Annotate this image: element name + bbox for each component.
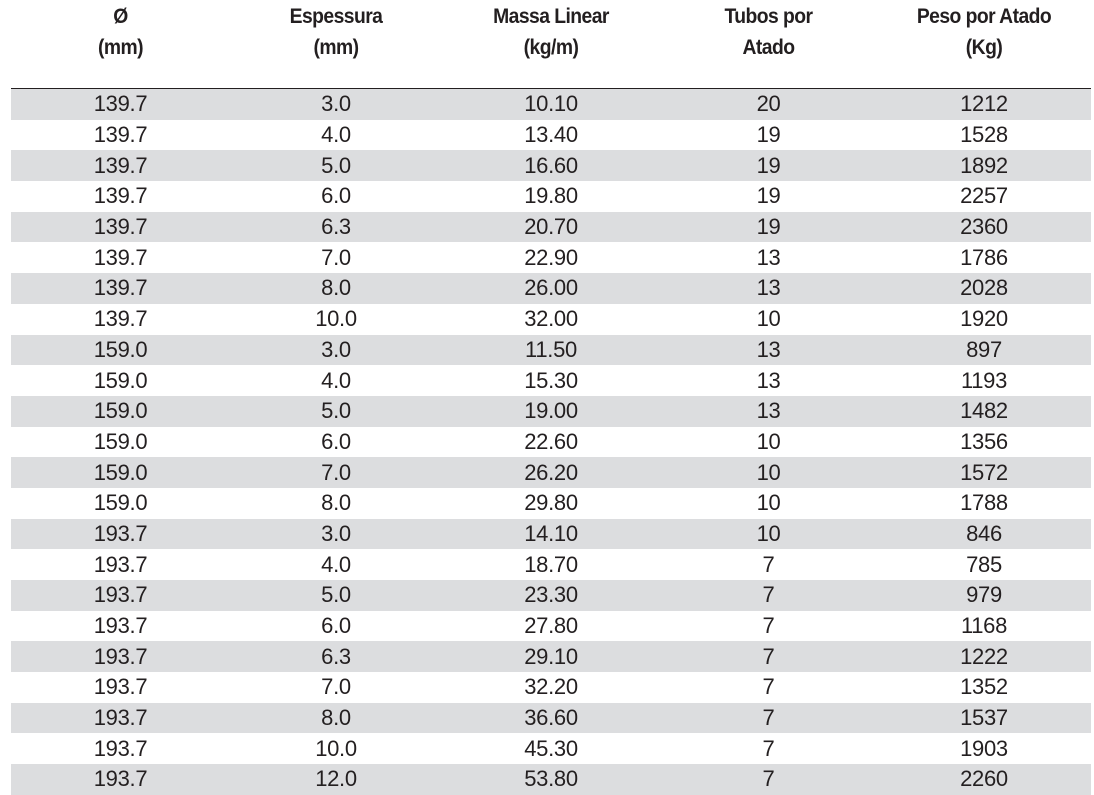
cell-tubes-per-bundle: 13: [756, 336, 781, 362]
cell-linear-mass: 29.10: [524, 643, 578, 669]
cell-thickness: 7.0: [321, 244, 351, 270]
cell-diameter: 139.7: [93, 91, 148, 117]
cell-weight-per-bundle: 1537: [960, 705, 1008, 731]
table-row: [11, 150, 1091, 181]
cell-linear-mass: 23.30: [524, 582, 578, 608]
cell-tubes-per-bundle: 10: [756, 306, 781, 332]
cell-linear-mass: 15.30: [524, 367, 578, 393]
table-header: [11, 0, 1091, 89]
table-row: [11, 427, 1091, 458]
cell-linear-mass: 32.20: [524, 674, 578, 700]
cell-weight-per-bundle: 1528: [960, 122, 1008, 148]
table-row: [11, 335, 1091, 366]
table-row: [11, 519, 1091, 550]
table-row: [11, 212, 1091, 243]
cell-thickness: 3.0: [321, 336, 351, 362]
table-row: [11, 580, 1091, 611]
cell-weight-per-bundle: 1572: [960, 459, 1008, 485]
table-row: [11, 733, 1091, 764]
cell-weight-per-bundle: 785: [966, 551, 1002, 577]
cell-weight-per-bundle: 2028: [960, 275, 1008, 301]
cell-thickness: 4.0: [321, 551, 351, 577]
table-row: [11, 242, 1091, 273]
cell-diameter: 159.0: [93, 428, 148, 454]
cell-tubes-per-bundle: 13: [756, 398, 781, 424]
cell-linear-mass: 11.50: [525, 336, 577, 362]
cell-linear-mass: 20.70: [524, 214, 578, 240]
cell-weight-per-bundle: 1903: [960, 735, 1008, 761]
cell-thickness: 6.3: [321, 643, 351, 669]
cell-linear-mass: 26.20: [524, 459, 578, 485]
cell-linear-mass: 29.80: [524, 490, 578, 516]
cell-thickness: 4.0: [321, 122, 351, 148]
cell-weight-per-bundle: 1786: [960, 244, 1008, 270]
cell-diameter: 193.7: [93, 766, 148, 792]
cell-thickness: 10.0: [315, 306, 357, 332]
cell-tubes-per-bundle: 13: [756, 367, 781, 393]
cell-weight-per-bundle: 1892: [960, 152, 1008, 178]
cell-diameter: 139.7: [93, 306, 148, 332]
cell-tubes-per-bundle: 7: [762, 582, 775, 608]
cell-weight-per-bundle: 2260: [960, 766, 1008, 792]
cell-tubes-per-bundle: 7: [762, 643, 775, 669]
cell-linear-mass: 32.00: [524, 306, 578, 332]
cell-thickness: 7.0: [321, 674, 351, 700]
table-row: [11, 703, 1091, 734]
cell-tubes-per-bundle: 7: [762, 735, 775, 761]
cell-linear-mass: 45.30: [524, 735, 578, 761]
cell-linear-mass: 10.10: [524, 91, 578, 117]
cell-linear-mass: 22.90: [524, 244, 578, 270]
table-row: [11, 672, 1091, 703]
cell-tubes-per-bundle: 20: [756, 91, 781, 117]
table-row: [11, 641, 1091, 672]
cell-diameter: 139.7: [93, 275, 148, 301]
cell-thickness: 5.0: [321, 152, 351, 178]
cell-diameter: 193.7: [93, 735, 148, 761]
header-linear-mass: Massa Linear (kg/m): [493, 5, 609, 59]
table-row: [11, 396, 1091, 427]
cell-linear-mass: 27.80: [524, 613, 578, 639]
cell-linear-mass: 53.80: [524, 766, 578, 792]
cell-thickness: 4.0: [321, 367, 351, 393]
cell-weight-per-bundle: 897: [966, 336, 1002, 362]
cell-weight-per-bundle: 1920: [960, 306, 1008, 332]
table-body: [11, 89, 1091, 795]
cell-weight-per-bundle: 1352: [960, 674, 1008, 700]
cell-thickness: 6.3: [321, 214, 351, 240]
cell-thickness: 6.0: [321, 183, 351, 209]
cell-tubes-per-bundle: 19: [756, 122, 781, 148]
cell-thickness: 8.0: [321, 705, 351, 731]
table-row: [11, 89, 1091, 120]
header-thickness: Espessura (mm): [289, 5, 383, 59]
cell-weight-per-bundle: 1788: [960, 490, 1008, 516]
cell-diameter: 139.7: [93, 152, 148, 178]
header-weight-per-bundle: Peso por Atado (Kg): [916, 5, 1052, 59]
table-row: [11, 365, 1091, 396]
cell-thickness: 6.0: [321, 613, 351, 639]
cell-tubes-per-bundle: 10: [756, 490, 781, 516]
table-row: [11, 764, 1091, 795]
cell-diameter: 193.7: [93, 520, 148, 546]
cell-thickness: 6.0: [321, 428, 351, 454]
table-row: [11, 273, 1091, 304]
cell-tubes-per-bundle: 7: [762, 705, 775, 731]
cell-thickness: 5.0: [321, 582, 351, 608]
cell-weight-per-bundle: 1193: [960, 367, 1008, 393]
cell-linear-mass: 16.60: [524, 152, 578, 178]
cell-diameter: 193.7: [93, 613, 148, 639]
cell-thickness: 7.0: [321, 459, 351, 485]
cell-linear-mass: 19.00: [524, 398, 578, 424]
cell-thickness: 8.0: [321, 275, 351, 301]
cell-tubes-per-bundle: 10: [756, 459, 781, 485]
cell-diameter: 159.0: [93, 398, 148, 424]
cell-thickness: 5.0: [321, 398, 351, 424]
header-diameter: Ø (mm): [97, 5, 144, 59]
cell-thickness: 8.0: [321, 490, 351, 516]
cell-weight-per-bundle: 1482: [960, 398, 1008, 424]
table-row: [11, 181, 1091, 212]
cell-weight-per-bundle: 2360: [960, 214, 1008, 240]
table-row: [11, 304, 1091, 335]
cell-weight-per-bundle: 846: [966, 520, 1002, 546]
cell-weight-per-bundle: 2257: [960, 183, 1008, 209]
cell-linear-mass: 13.40: [524, 122, 578, 148]
table-row: [11, 120, 1091, 151]
table-row: [11, 611, 1091, 642]
cell-diameter: 193.7: [93, 674, 148, 700]
cell-tubes-per-bundle: 7: [762, 674, 775, 700]
cell-diameter: 139.7: [93, 214, 148, 240]
table-row: [11, 488, 1091, 519]
cell-tubes-per-bundle: 7: [762, 766, 775, 792]
table-row: [11, 549, 1091, 580]
cell-diameter: 139.7: [93, 122, 148, 148]
header-tubes-per-bundle: Tubos por Atado: [724, 5, 813, 59]
cell-diameter: 193.7: [93, 643, 148, 669]
cell-diameter: 139.7: [93, 183, 148, 209]
cell-tubes-per-bundle: 10: [756, 520, 781, 546]
cell-tubes-per-bundle: 19: [756, 183, 781, 209]
cell-diameter: 193.7: [93, 551, 148, 577]
cell-weight-per-bundle: 1356: [960, 428, 1008, 454]
cell-tubes-per-bundle: 19: [756, 152, 781, 178]
cell-linear-mass: 26.00: [524, 275, 578, 301]
cell-linear-mass: 18.70: [524, 551, 578, 577]
tube-specs-table: [11, 0, 1091, 795]
cell-tubes-per-bundle: 7: [762, 551, 775, 577]
cell-tubes-per-bundle: 10: [756, 428, 781, 454]
cell-linear-mass: 19.80: [524, 183, 578, 209]
cell-thickness: 10.0: [315, 735, 357, 761]
cell-diameter: 193.7: [93, 582, 148, 608]
cell-diameter: 193.7: [93, 705, 148, 731]
cell-linear-mass: 14.10: [524, 520, 578, 546]
cell-diameter: 159.0: [93, 490, 148, 516]
cell-linear-mass: 36.60: [524, 705, 578, 731]
cell-weight-per-bundle: 979: [966, 582, 1002, 608]
cell-diameter: 159.0: [93, 459, 148, 485]
cell-tubes-per-bundle: 19: [756, 214, 781, 240]
cell-weight-per-bundle: 1168: [960, 613, 1008, 639]
cell-thickness: 3.0: [321, 91, 351, 117]
cell-thickness: 12.0: [315, 766, 357, 792]
cell-weight-per-bundle: 1212: [960, 91, 1008, 117]
cell-diameter: 139.7: [93, 244, 148, 270]
table-row: [11, 457, 1091, 488]
cell-linear-mass: 22.60: [524, 428, 578, 454]
cell-thickness: 3.0: [321, 520, 351, 546]
cell-tubes-per-bundle: 13: [756, 275, 781, 301]
cell-diameter: 159.0: [93, 367, 148, 393]
cell-weight-per-bundle: 1222: [960, 643, 1008, 669]
cell-tubes-per-bundle: 7: [762, 613, 775, 639]
cell-tubes-per-bundle: 13: [756, 244, 781, 270]
cell-diameter: 159.0: [93, 336, 148, 362]
